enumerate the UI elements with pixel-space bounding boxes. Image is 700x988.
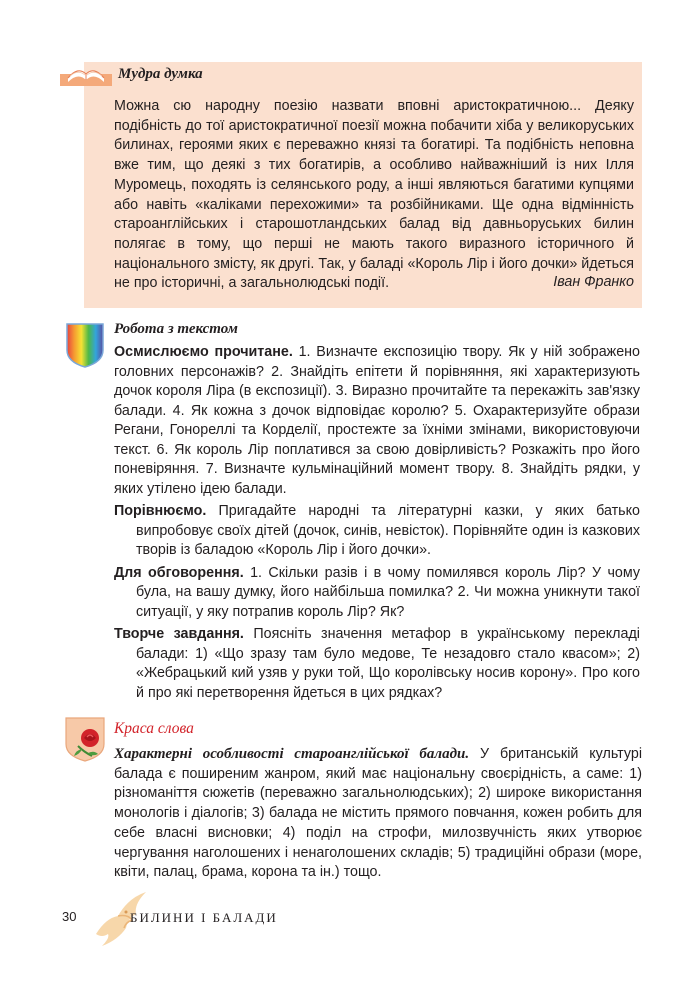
beauty-of-word-text (114, 745, 642, 883)
task-item (114, 625, 640, 703)
task-label: Осмислюємо прочитане. (114, 344, 293, 360)
wise-thought-author: Іван Франко (553, 274, 634, 290)
task-label: Для обговорення. (114, 564, 244, 581)
beauty-of-word-lead: Характерні особливості староанглійської балади. (114, 746, 470, 762)
task-item (114, 564, 640, 623)
task-text: 1. Визначте експозицію твору. Як у ній зображено головних персонажів? 2. Знайдіть епітети й порівняння, які характеризують дочок короля Ліра (в експозиції). 3. Виразно прочитайте та перекажіть зав'язку балади. 4. Як кожна з дочок відповідає королю? 5. Охарактеризуйте образи Регани, Гонореллі та Корделії, простежте за їхніми змінами, використовуючи текст. 6. Як король Лір поплатився за свою довірливість? Розкажіть про його поневіряння. 7. Визначте кульмінаційний момент твору. 8. Знайдіть рядки, у яких утілено ідею балади. (114, 344, 641, 497)
task-text: Поясніть значення метафор в українському перекладі балади: 1) «Що зразу там було медове, Те незадовго стало квасом»; 2) «Жебрацький кий узяв у руки той, Що королівську носив корону». Про кого й про які перетворення йдеться в цих рядках? (136, 626, 640, 701)
beauty-of-word-title: Краса слова (114, 720, 194, 737)
task-text: 1. Скільки разів і в чому помилявся король Лір? У чому була, на вашу думку, його найбільша помилка? 2. Чи можна уникнути такої ситуації, у яку потрапив король Лір? Як? (136, 564, 640, 620)
running-title: БИЛИНИ І БАЛАДИ (130, 910, 278, 925)
wise-thought-title: Мудра думка (118, 66, 203, 82)
open-book-icon (60, 60, 112, 86)
wise-thought-paragraph: Можна сю народну поезію назвати вповні аристократичною... Деяку подібність до тої аристократичної поезії можна побачити хіба у великоруських билинах, героями яких є переважно князі та богатирі. Та подібність неповна вже тим, що деякі з тих богатирів, а особливо найважніший із них Ілля Муромець, походять із селянського роду, а інші являються багатими купцями або навіть «каліками перехожими» та розбійниками. Ще одна відмінність староанглійських і старошотландських балад від давньоруських билин полягає в тому, що перші не мають такого виразного історичного й національного змісту, як другі. Так, у баладі «Король Лір і його дочки» йдеться не про історичні, а загальнолюдські події. (114, 98, 634, 292)
wise-thought-text (114, 97, 634, 294)
task-item (114, 502, 640, 561)
task-text: Пригадайте народні та літературні казки, у яких батько випробовує своїх дітей (дочок, синів, невісток). Порівняйте один із казкових творів із баладою «Король Лір і його дочки». (136, 503, 640, 558)
page-number: 30 (62, 909, 77, 924)
task-label: Порівнюємо. (114, 503, 207, 519)
rainbow-shield-icon (65, 322, 105, 368)
work-with-text-title: Робота з текстом (114, 321, 238, 337)
task-label: Творче завдання. (114, 626, 244, 642)
beauty-of-word-body: У британській культурі балада є поширеним жанром, який має національну своєрідність, а саме: 1) різноманіття сюжетів (переважно загальнолюдських); 2) широке використання монологів і діалогів; 3) балада не містить прямого повчання, кожен робить для себе власні висновки; 4) поділ на строфи, милозвучність яких утворює чергування наголошених і ненаголошених складів; 5) традиційні образи (море, квіти, палац, брама, корона та ін.) тощо. (114, 746, 642, 881)
rose-shield-icon (64, 716, 108, 762)
task-item (114, 343, 640, 499)
task-list (114, 343, 640, 706)
